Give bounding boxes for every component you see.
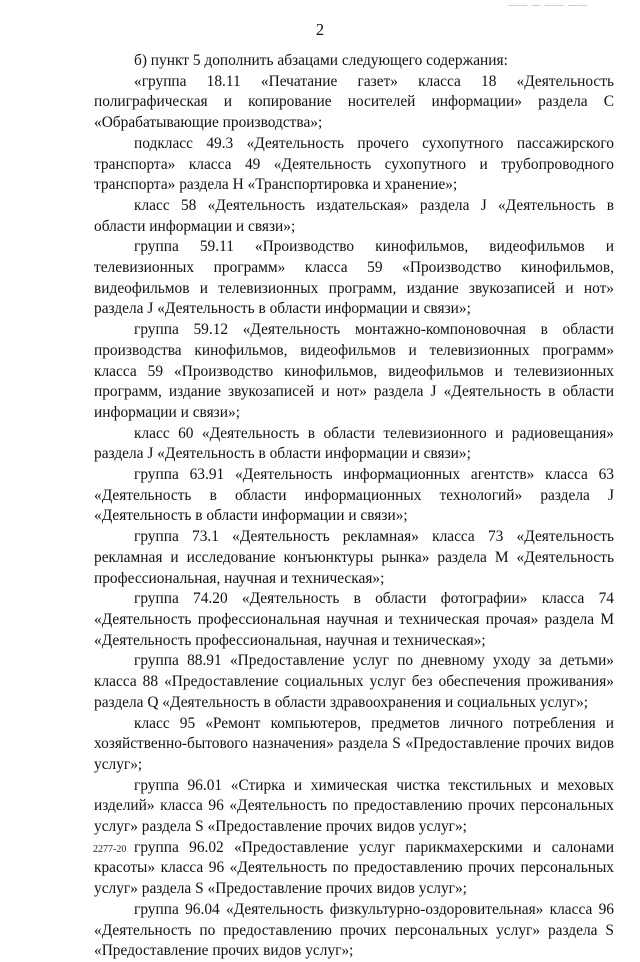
paragraph-class-60: класс 60 «Деятельность в области телевизионного и радиовещания» раздела J «Деятельность в области информации и связи»;	[94, 424, 614, 463]
paragraph-class-95: класс 95 «Ремонт компьютеров, предметов личного потребления и хозяйственно-бытового назначения» раздела S «Предоставление прочих видов услуг»;	[94, 714, 614, 773]
page-number: 2	[315, 20, 325, 39]
paragraph-class-58: класс 58 «Деятельность издательская» раздела J «Деятельность в области информации и связи»;	[94, 196, 614, 235]
paragraph-group-96-04: группа 96.04 «Деятельность физкультурно-оздоровительная» класса 96 «Деятельность по предоставлению прочих персональных услуг» раздела S «Предоставление прочих видов услуг»;	[94, 900, 614, 960]
document-body	[94, 51, 614, 962]
paragraph-group-63-91: группа 63.91 «Деятельность информационных агентств» класса 63 «Деятельность в области информационных технологий» раздела J «Деятельность в области информации и связи»;	[94, 466, 614, 525]
paragraph-subclass-49-3: подкласс 49.3 «Деятельность прочего сухопутного пассажирского транспорта» класса 49 «Деятельность сухопутного и трубопроводного транспорта» раздела Н «Транспортировка и хранение»;	[94, 134, 614, 194]
scan-corner-mark: —— — —— ——	[508, 0, 588, 10]
paragraph-group-74-20: группа 74.20 «Деятельность в области фотографии» класса 74 «Деятельность профессиональная научная и техническая прочая» раздела М «Деятельность профессиональная, научная и техническая»;	[94, 590, 614, 649]
paragraph-intro: б) пункт 5 дополнить абзацами следующего содержания:	[134, 52, 508, 69]
document-code: 2277-20	[93, 844, 127, 855]
paragraph-group-88-91: группа 88.91 «Предоставление услуг по дневному уходу за детьми» класса 88 «Предоставление социальных услуг без обеспечения проживания» раздела Q «Деятельность в области здравоохранения и социальных услуг»;	[94, 652, 614, 711]
paragraph-group-59-11: группа 59.11 «Производство кинофильмов, видеофильмов и телевизионных программ» класса 59 «Производство кинофильмов, видеофильмов и телевизионных программ, издание звукозаписей и нот» раздела J «Деятельность в области информации и связи»;	[94, 238, 614, 318]
paragraph-group-73-1: группа 73.1 «Деятельность рекламная» класса 73 «Деятельность рекламная и исследование конъюнктуры рынка» раздела М «Деятельность профессиональная, научная и техническая»;	[94, 528, 614, 587]
paragraph-group-96-02: группа 96.02 «Предоставление услуг парикмахерскими и салонами красоты» класса 96 «Деятельность по предоставлению прочих персональных услуг» раздела S «Предоставление прочих видов услуг»;	[94, 838, 614, 898]
paragraph-group-96-01: группа 96.01 «Стирка и химическая чистка текстильных и меховых изделий» класса 96 «Деятельность по предоставлению прочих персональных услуг» раздела S «Предоставление прочих видов услуг»;	[94, 776, 614, 836]
paragraph-group-59-12: группа 59.12 «Деятельность монтажно-компоновочная в области производства кинофильмов, видеофильмов и телевизионных программ» класса 59 «Производство кинофильмов, видеофильмов и телевизионных программ, издание звукозаписей и нот» раздела J «Деятельность в области информации и связи»;	[94, 321, 614, 421]
paragraph-group-18-11: «группа 18.11 «Печатание газет» класса 18 «Деятельность полиграфическая и копирование носителей информации» раздела С «Обрабатывающие производства»;	[94, 72, 614, 132]
